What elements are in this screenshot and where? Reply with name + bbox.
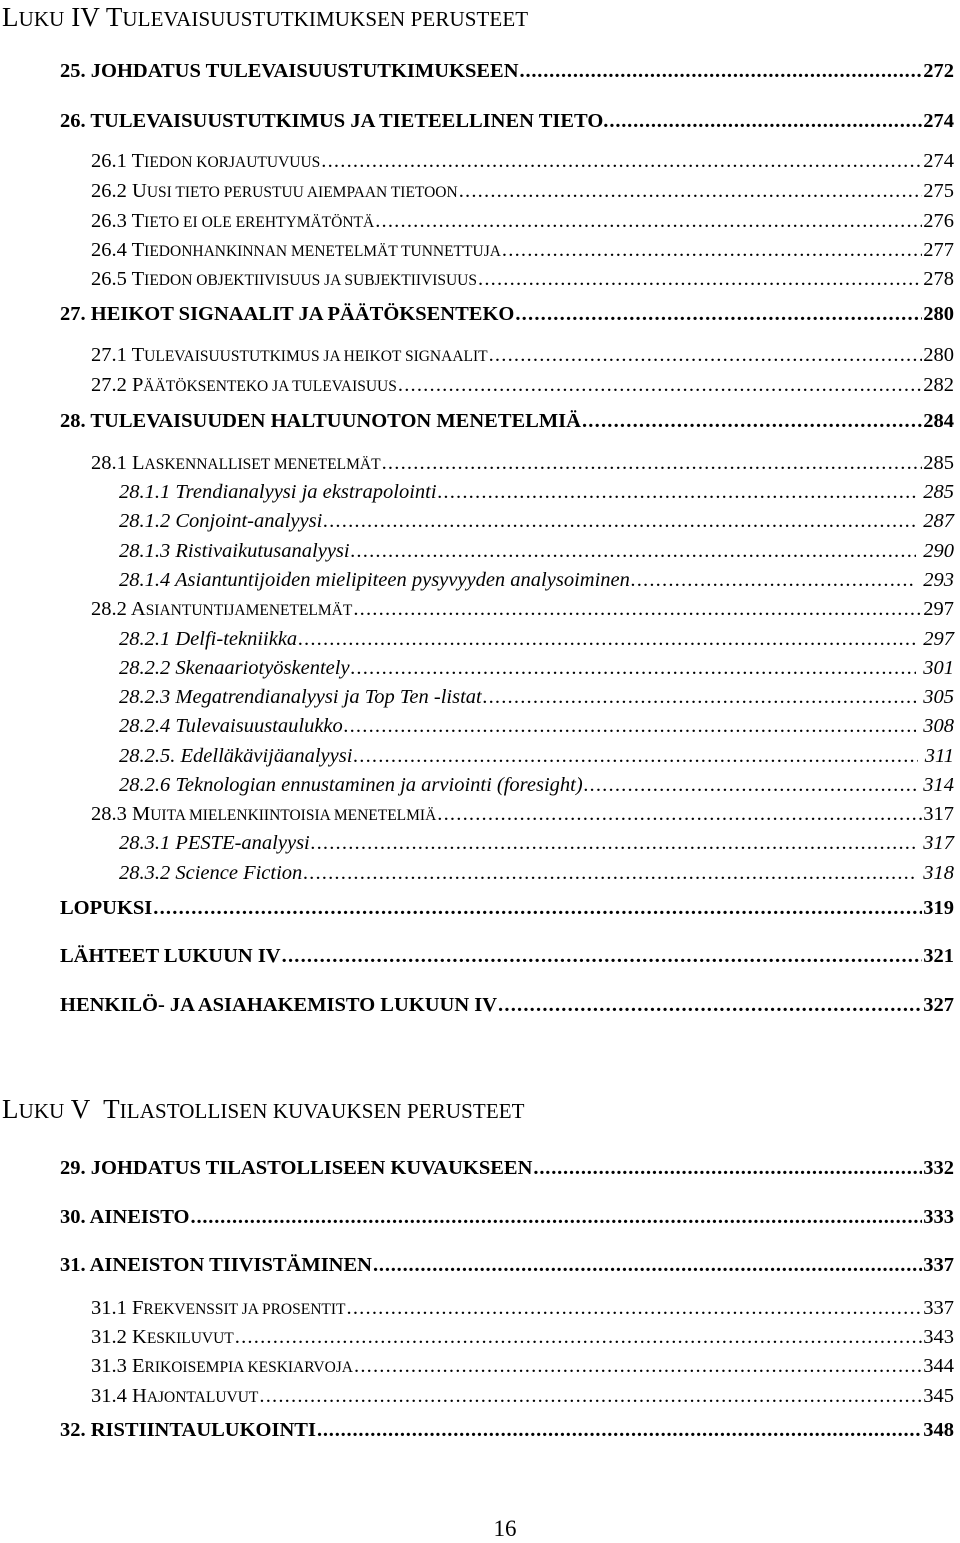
toc-entry[interactable] — [91, 239, 954, 262]
toc-page-number: 276 — [923, 210, 954, 232]
toc-leader-dots — [353, 598, 922, 621]
part-heading-number: IV — [64, 2, 106, 32]
toc-page-number: 293 — [923, 569, 954, 591]
toc-entry[interactable] — [91, 1297, 954, 1320]
toc-entry-title: 29. JOHDATUS TILASTOLLISEEN KUVAUKSEEN — [60, 1157, 533, 1179]
toc-entry[interactable] — [119, 686, 954, 709]
toc-page-number: 348 — [923, 1419, 954, 1441]
toc-page-number: 343 — [923, 1326, 954, 1348]
toc-page-number: 278 — [923, 268, 954, 290]
toc-leader-dots — [489, 344, 923, 367]
toc-page-number: 317 — [923, 803, 954, 825]
toc-entry-title — [91, 1297, 346, 1320]
toc-entry[interactable] — [91, 803, 954, 826]
toc-page-number: 277 — [923, 239, 954, 261]
toc-entry[interactable] — [91, 1385, 954, 1408]
toc-leader-dots — [502, 239, 922, 262]
toc-leader-dots — [353, 745, 917, 768]
toc-entry-title: 28.1.3 Ristivaikutusanalyysi — [119, 540, 350, 562]
toc-leader-dots — [533, 1157, 922, 1180]
toc-leader-dots — [303, 862, 916, 885]
toc-leader-dots — [235, 1326, 922, 1349]
toc-entry-title — [91, 1326, 234, 1349]
toc-page-number: 290 — [923, 540, 954, 562]
toc-leader-dots — [347, 1297, 923, 1320]
toc-entry-number: 31.3 — [91, 1355, 132, 1377]
toc-entry-initial: T — [131, 210, 145, 232]
toc-entry-number: 31.2 — [91, 1326, 132, 1348]
toc-page-number: 308 — [923, 715, 954, 737]
part-heading-letter: L — [2, 2, 19, 32]
toc-entry[interactable] — [60, 1419, 954, 1442]
toc-entry-title: 28.2.6 Teknologian ennustaminen ja arviointi (foresight) — [119, 774, 583, 796]
toc-page-number: 285 — [923, 452, 954, 474]
toc-entry[interactable] — [91, 180, 954, 203]
toc-page-number: 297 — [923, 628, 954, 650]
toc-page-number: 305 — [923, 686, 954, 708]
part-heading-letter: L — [2, 1094, 19, 1124]
toc-page-number: 319 — [923, 897, 954, 919]
toc-entry-title — [91, 374, 397, 397]
toc-entry[interactable] — [91, 1355, 954, 1378]
toc-entry[interactable] — [60, 60, 954, 83]
toc-entry-initial: H — [132, 1385, 147, 1407]
toc-entry-number: 26.2 — [91, 180, 132, 202]
toc-entry[interactable] — [91, 1326, 954, 1349]
toc-leader-dots — [438, 481, 917, 504]
toc-entry-title — [91, 1355, 353, 1378]
toc-leader-dots — [582, 410, 922, 433]
toc-page-number: 301 — [923, 657, 954, 679]
toc-leader-dots — [259, 1385, 922, 1408]
toc-entry[interactable] — [60, 994, 954, 1017]
toc-leader-dots — [354, 1355, 922, 1378]
part-title: ULEVAISUUSTUTKIMUKSEN PERUSTEET — [122, 7, 529, 31]
part-heading-word: UKU — [18, 7, 65, 31]
toc-entry-initial: U — [132, 180, 147, 202]
toc-entry-text: IEDONHANKINNAN MENETELMÄT TUNNETTUJA — [144, 243, 501, 260]
toc-entry[interactable] — [91, 374, 954, 397]
toc-leader-dots — [437, 803, 922, 826]
toc-leader-dots — [398, 374, 922, 397]
toc-entry-title: LOPUKSI — [60, 897, 153, 919]
toc-entry-initial: L — [132, 452, 145, 474]
toc-leader-dots — [515, 303, 922, 326]
toc-entry-number: 27.1 — [91, 344, 132, 366]
toc-leader-dots — [375, 210, 922, 233]
toc-entry-number: 26.3 — [91, 210, 132, 232]
toc-entry-initial: P — [132, 374, 144, 396]
toc-leader-dots — [520, 60, 923, 83]
toc-page-number: 311 — [924, 745, 954, 767]
toc-entry-initial: F — [132, 1297, 144, 1319]
toc-leader-dots — [631, 569, 916, 592]
toc-entry-title: 28.1.1 Trendianalyysi ja ekstrapolointi — [119, 481, 437, 503]
toc-entry-title: 28.3.2 Science Fiction — [119, 862, 303, 884]
toc-entry-title: 25. JOHDATUS TULEVAISUUSTUTKIMUKSEEN — [60, 60, 519, 82]
toc-page-number: 345 — [923, 1385, 954, 1407]
toc-entry-title: 28.1.4 Asiantuntijoiden mielipiteen pysyvyyden analysoiminen — [119, 569, 630, 591]
part-heading-word: UKU — [18, 1099, 65, 1123]
toc-page-number: 327 — [923, 994, 954, 1016]
toc-entry-initial: K — [132, 1326, 147, 1348]
toc-entry[interactable] — [60, 410, 954, 433]
toc-leader-dots — [323, 510, 916, 533]
toc-page-number: 280 — [923, 344, 954, 366]
toc-entry-text: IETO EI OLE EREHTYMÄTÖNTÄ — [144, 214, 375, 231]
toc-entry-title: 31. AINEISTON TIIVISTÄMINEN — [60, 1254, 372, 1276]
toc-entry-title — [91, 598, 352, 621]
toc-entry-number: 27.2 — [91, 374, 132, 396]
toc-page-number: 282 — [923, 374, 954, 396]
toc-entry-number: 31.4 — [91, 1385, 132, 1407]
toc-entry-title — [91, 268, 477, 291]
toc-page-number: 344 — [923, 1355, 954, 1377]
toc-entry-initial: T — [131, 344, 145, 366]
toc-entry-text: RIKOISEMPIA KESKIARVOJA — [144, 1359, 353, 1376]
toc-entry[interactable] — [91, 150, 954, 173]
toc-page-number: 284 — [923, 410, 954, 432]
toc-page-number: 318 — [923, 862, 954, 884]
toc-leader-dots — [351, 540, 917, 563]
toc-entry-initial: T — [131, 239, 145, 261]
toc-entry[interactable] — [60, 945, 954, 968]
toc-entry-initial: A — [130, 598, 146, 620]
toc-entry[interactable] — [91, 452, 954, 475]
toc-entry-title — [91, 239, 501, 262]
toc-leader-dots — [321, 150, 922, 173]
toc-page-number: 274 — [923, 150, 954, 172]
toc-entry[interactable] — [60, 1254, 954, 1277]
toc-entry-title — [91, 344, 488, 367]
toc-page-number: 332 — [923, 1157, 954, 1179]
toc-entry[interactable] — [60, 1157, 954, 1180]
toc-entry-number: 26.5 — [91, 268, 132, 290]
toc-entry[interactable] — [60, 303, 954, 326]
part-title-letter: T — [105, 2, 123, 32]
toc-entry-number: 31.1 — [91, 1297, 132, 1319]
toc-entry[interactable] — [91, 598, 954, 621]
toc-entry-title: 32. RISTIINTAULUKOINTI — [60, 1419, 316, 1441]
toc-entry-number: 26.4 — [91, 239, 132, 261]
part-heading-number: V — [64, 1094, 104, 1124]
toc-entry[interactable] — [91, 344, 954, 367]
toc-leader-dots — [584, 774, 917, 797]
toc-entry[interactable] — [119, 715, 954, 738]
toc-entry[interactable] — [119, 540, 954, 563]
toc-leader-dots — [153, 897, 922, 920]
toc-page-number: 297 — [923, 598, 954, 620]
toc-entry-title: 28. TULEVAISUUDEN HALTUUNOTON MENETELMIÄ — [60, 410, 581, 432]
toc-entry[interactable] — [119, 832, 954, 855]
toc-entry[interactable] — [119, 628, 954, 651]
toc-entry-title: 28.2.4 Tulevaisuustaulukko — [119, 715, 343, 737]
toc-entry[interactable] — [60, 897, 954, 920]
toc-entry-number: 26.1 — [91, 150, 132, 172]
toc-entry-title: 28.2.5. Edelläkävijäanalyysi — [119, 745, 353, 767]
toc-entry-initial: M — [132, 803, 151, 825]
part-title-letter: T — [103, 1094, 120, 1124]
toc-entry-text: IEDON KORJAUTUVUUS — [144, 154, 321, 171]
toc-entry-number: 28.2 — [91, 598, 131, 620]
part-heading-v — [2, 1094, 525, 1125]
part-title: ILASTOLLISEN KUVAUKSEN PERUSTEET — [119, 1099, 525, 1123]
toc-entry-text: AJONTALUVUT — [146, 1389, 259, 1406]
toc-entry-title: LÄHTEET LUKUUN IV — [60, 945, 281, 967]
toc-entry[interactable] — [119, 862, 954, 885]
toc-page-number: 333 — [923, 1206, 954, 1228]
toc-entry[interactable] — [119, 481, 954, 504]
toc-entry-text: USI TIETO PERUSTUU AIEMPAAN TIETOON — [146, 184, 458, 201]
toc-entry-title: 28.2.2 Skenaariotyöskentely — [119, 657, 350, 679]
part-heading-iv — [2, 2, 528, 33]
toc-page-number: 280 — [923, 303, 954, 325]
toc-leader-dots — [191, 1206, 923, 1229]
toc-entry-title: 27. HEIKOT SIGNAALIT JA PÄÄTÖKSENTEKO — [60, 303, 515, 325]
toc-entry-title: 28.2.3 Megatrendianalyysi ja Top Ten -listat — [119, 686, 482, 708]
toc-entry-title: 26. TULEVAISUUSTUTKIMUS JA TIETEELLINEN TIETO. — [60, 110, 609, 132]
toc-entry[interactable] — [119, 569, 954, 592]
toc-entry-title — [91, 1385, 258, 1408]
toc-leader-dots — [498, 994, 922, 1017]
toc-page-number: 314 — [923, 774, 954, 796]
toc-entry-title: HENKILÖ- JA ASIAHAKEMISTO LUKUUN IV — [60, 994, 498, 1016]
toc-leader-dots — [459, 180, 923, 203]
toc-page-number: 337 — [923, 1297, 954, 1319]
toc-entry-text: REKVENSSIT JA PROSENTIT — [143, 1301, 346, 1318]
toc-entry[interactable] — [91, 268, 954, 291]
toc-entry-title — [91, 210, 374, 233]
toc-entry[interactable] — [119, 774, 954, 797]
toc-entry-number: 28.3 — [91, 803, 132, 825]
toc-entry-title — [91, 150, 320, 173]
toc-entry-text: SIANTUNTIJAMENETELMÄT — [145, 602, 353, 619]
toc-page-number: 275 — [923, 180, 954, 202]
toc-entry-initial: T — [131, 268, 145, 290]
toc-entry-title: 28.3.1 PESTE-analyysi — [119, 832, 310, 854]
toc-leader-dots — [351, 657, 917, 680]
toc-entry[interactable] — [119, 745, 954, 768]
toc-leader-dots — [344, 715, 916, 738]
toc-entry[interactable] — [91, 210, 954, 233]
toc-entry-number: 28.1 — [91, 452, 132, 474]
toc-leader-dots — [609, 110, 922, 133]
toc-entry-initial: E — [132, 1355, 145, 1377]
toc-page-number: 321 — [923, 945, 954, 967]
toc-entry[interactable] — [119, 510, 954, 533]
toc-entry-text: ASKENNALLISET MENETELMÄT — [144, 456, 381, 473]
toc-entry-text: ESKILUVUT — [146, 1330, 234, 1347]
toc-entry[interactable] — [60, 1206, 954, 1229]
toc-leader-dots — [282, 945, 923, 968]
toc-page-number: 272 — [923, 60, 954, 82]
toc-entry[interactable] — [60, 110, 954, 133]
toc-entry-text: ÄÄTÖKSENTEKO JA TULEVAISUUS — [143, 378, 397, 395]
toc-entry-initial: T — [131, 150, 145, 172]
toc-entry-title — [91, 452, 381, 475]
toc-entry-title: 30. AINEISTO — [60, 1206, 190, 1228]
toc-entry-text: ULEVAISUUSTUTKIMUS JA HEIKOT SIGNAALIT — [144, 348, 488, 365]
toc-leader-dots — [298, 628, 916, 651]
toc-leader-dots — [373, 1254, 922, 1277]
toc-page-number: 274 — [923, 110, 954, 132]
toc-entry-title: 28.1.2 Conjoint-analyysi — [119, 510, 323, 532]
toc-leader-dots — [382, 452, 923, 475]
toc-entry-title: 28.2.1 Delfi-tekniikka — [119, 628, 298, 650]
toc-leader-dots — [311, 832, 917, 855]
toc-page-number: 337 — [923, 1254, 954, 1276]
toc-leader-dots — [478, 268, 922, 291]
page-number: 16 — [493, 1516, 517, 1541]
toc-entry-text: IEDON OBJEKTIIVISUUS JA SUBJEKTIIVISUUS — [144, 272, 477, 289]
toc-page-number: 317 — [923, 832, 954, 854]
toc-page-number: 285 — [923, 481, 954, 503]
toc-leader-dots — [317, 1419, 922, 1442]
toc-entry-title — [91, 180, 458, 203]
toc-entry[interactable] — [119, 657, 954, 680]
toc-page-number: 287 — [923, 510, 954, 532]
toc-entry-title — [91, 803, 436, 826]
toc-entry-text: UITA MIELENKIINTOISIA MENETELMIÄ — [150, 807, 437, 824]
toc-leader-dots — [483, 686, 917, 709]
